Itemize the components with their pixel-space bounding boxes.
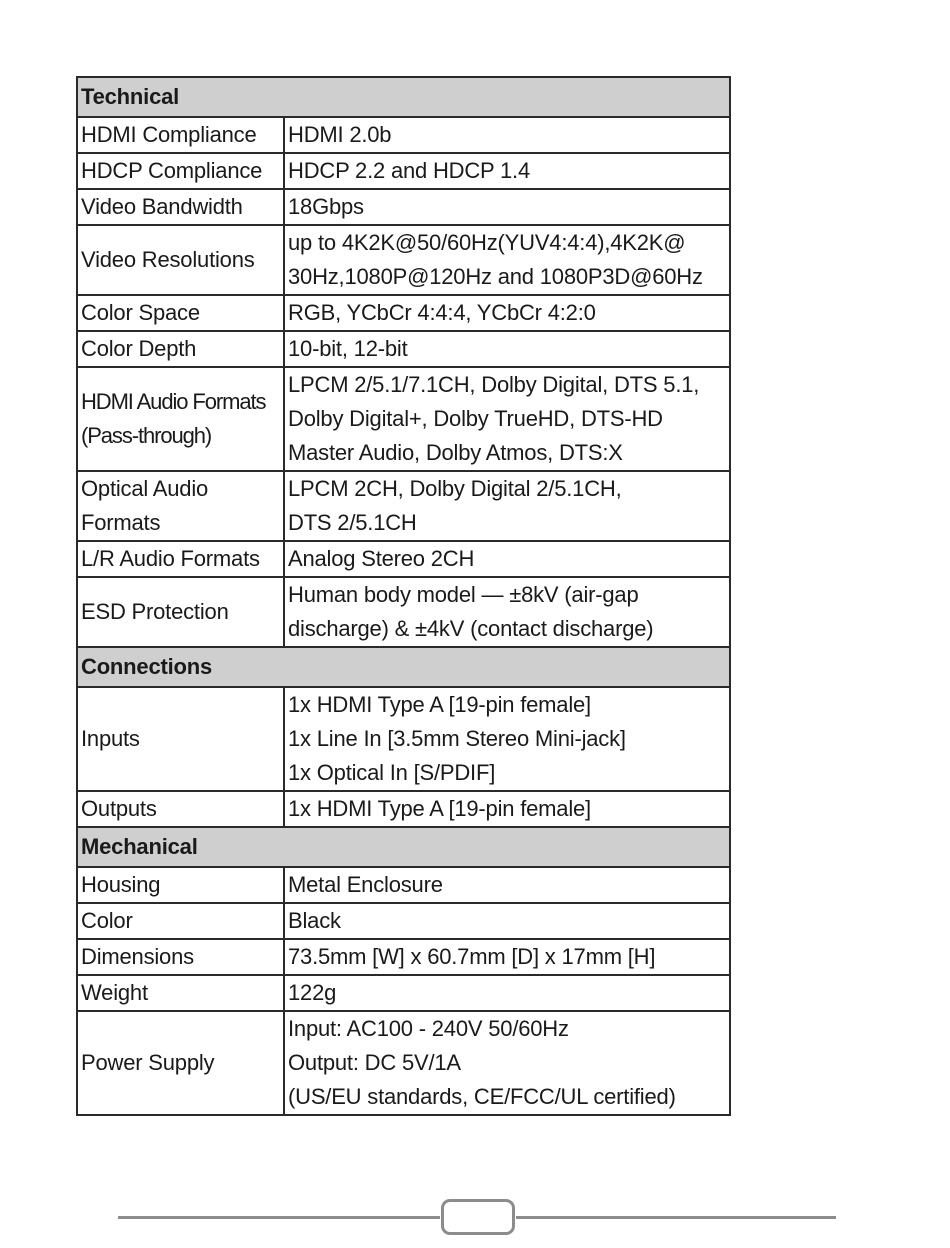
spec-label: Power Supply [81, 1050, 215, 1075]
spec-row [77, 975, 730, 1011]
spec-value: Black [288, 908, 341, 933]
spec-row [77, 367, 730, 471]
spec-value: up to 4K2K@50/60Hz(YUV4:4:4),4K2K@ [288, 230, 686, 255]
spec-label-cell [77, 471, 284, 541]
spec-value: 10-bit, 12-bit [288, 336, 408, 361]
spec-value: HDCP 2.2 and HDCP 1.4 [288, 158, 531, 183]
spec-label: Weight [81, 980, 148, 1005]
spec-row [77, 867, 730, 903]
spec-label: Inputs [81, 726, 140, 751]
spec-value: 1x Line In [3.5mm Stereo Mini-jack] [288, 726, 626, 751]
spec-value: Master Audio, Dolby Atmos, DTS:X [288, 440, 623, 465]
spec-value: Metal Enclosure [288, 872, 443, 897]
spec-row [77, 1011, 730, 1115]
specifications-table-body [77, 77, 730, 1115]
spec-value: 1x HDMI Type A [19-pin female] [288, 692, 591, 717]
spec-row [77, 577, 730, 647]
section-header-row [77, 647, 730, 687]
spec-value: 1x HDMI Type A [19-pin female] [288, 796, 591, 821]
spec-label: Housing [81, 872, 161, 897]
spec-row [77, 541, 730, 577]
spec-label-cell [77, 791, 284, 827]
spec-label-cell [77, 939, 284, 975]
footer-rule-right [516, 1216, 836, 1219]
spec-value-cell [284, 867, 730, 903]
spec-value: LPCM 2CH, Dolby Digital 2/5.1CH, [288, 476, 622, 501]
spec-value-cell [284, 975, 730, 1011]
spec-label-cell [77, 975, 284, 1011]
spec-value: Human body model — ±8kV (air-gap [288, 582, 639, 607]
spec-row [77, 295, 730, 331]
spec-label: ESD Protection [81, 599, 229, 624]
spec-label: HDMI Audio Formats [81, 389, 266, 414]
spec-label-cell [77, 153, 284, 189]
spec-label-cell [77, 295, 284, 331]
spec-label: Color Space [81, 300, 200, 325]
spec-label-cell [77, 577, 284, 647]
spec-label-cell [77, 189, 284, 225]
section-title: Technical [77, 77, 730, 117]
spec-value: 1x Optical In [S/PDIF] [288, 760, 496, 785]
spec-value-cell [284, 541, 730, 577]
spec-label: HDCP Compliance [81, 158, 263, 183]
footer-rule-left [118, 1216, 440, 1219]
spec-value: Input: AC100 - 240V 50/60Hz [288, 1016, 569, 1041]
spec-row [77, 331, 730, 367]
spec-label: Color [81, 908, 133, 933]
spec-label: Optical Audio [81, 476, 209, 501]
spec-value: (US/EU standards, CE/FCC/UL certified) [288, 1084, 676, 1109]
spec-value: LPCM 2/5.1/7.1CH, Dolby Digital, DTS 5.1, [288, 372, 700, 397]
spec-label: Outputs [81, 796, 157, 821]
spec-value: 73.5mm [W] x 60.7mm [D] x 17mm [H] [288, 944, 656, 969]
spec-value-cell [284, 471, 730, 541]
spec-value: 122g [288, 980, 337, 1005]
spec-row [77, 791, 730, 827]
spec-value-cell [284, 189, 730, 225]
spec-value: Analog Stereo 2CH [288, 546, 475, 571]
spec-value-cell [284, 225, 730, 295]
spec-row [77, 939, 730, 975]
page-number-box [441, 1199, 515, 1235]
spec-label: Dimensions [81, 944, 194, 969]
spec-value: 30Hz,1080P@120Hz and 1080P3D@60Hz [288, 264, 703, 289]
spec-label-cell [77, 867, 284, 903]
spec-value-cell [284, 577, 730, 647]
spec-value-cell [284, 939, 730, 975]
spec-value-cell [284, 1011, 730, 1115]
spec-row [77, 225, 730, 295]
spec-value: Output: DC 5V/1A [288, 1050, 461, 1075]
section-title: Mechanical [77, 827, 730, 867]
spec-value-cell [284, 153, 730, 189]
spec-label-cell [77, 541, 284, 577]
spec-value-cell [284, 295, 730, 331]
spec-label: Video Bandwidth [81, 194, 243, 219]
spec-label-cell [77, 117, 284, 153]
spec-label-cell [77, 1011, 284, 1115]
spec-row [77, 117, 730, 153]
spec-value-cell [284, 367, 730, 471]
specifications-table [76, 76, 731, 1116]
spec-label-cell [77, 687, 284, 791]
spec-label-cell [77, 225, 284, 295]
spec-value-cell [284, 791, 730, 827]
section-header-row [77, 827, 730, 867]
spec-label: Formats [81, 510, 161, 535]
spec-row [77, 687, 730, 791]
spec-row [77, 471, 730, 541]
spec-label: HDMI Compliance [81, 122, 257, 147]
spec-value: Dolby Digital+, Dolby TrueHD, DTS-HD [288, 406, 663, 431]
spec-label: L/R Audio Formats [81, 546, 260, 571]
spec-label: Color Depth [81, 336, 197, 361]
spec-value: HDMI 2.0b [288, 122, 392, 147]
spec-value: DTS 2/5.1CH [288, 510, 417, 535]
spec-row [77, 153, 730, 189]
section-header-row [77, 77, 730, 117]
spec-label: Video Resolutions [81, 247, 255, 272]
spec-value: 18Gbps [288, 194, 364, 219]
spec-row [77, 189, 730, 225]
spec-value-cell [284, 687, 730, 791]
page-footer [118, 1199, 836, 1239]
spec-label: (Pass-through) [81, 423, 212, 448]
spec-label-cell [77, 331, 284, 367]
section-title: Connections [77, 647, 730, 687]
spec-value-cell [284, 117, 730, 153]
spec-value-cell [284, 331, 730, 367]
spec-value: RGB, YCbCr 4:4:4, YCbCr 4:2:0 [288, 300, 596, 325]
spec-row [77, 903, 730, 939]
spec-value-cell [284, 903, 730, 939]
spec-value: discharge) & ±4kV (contact discharge) [288, 616, 654, 641]
spec-label-cell [77, 367, 284, 471]
spec-label-cell [77, 903, 284, 939]
